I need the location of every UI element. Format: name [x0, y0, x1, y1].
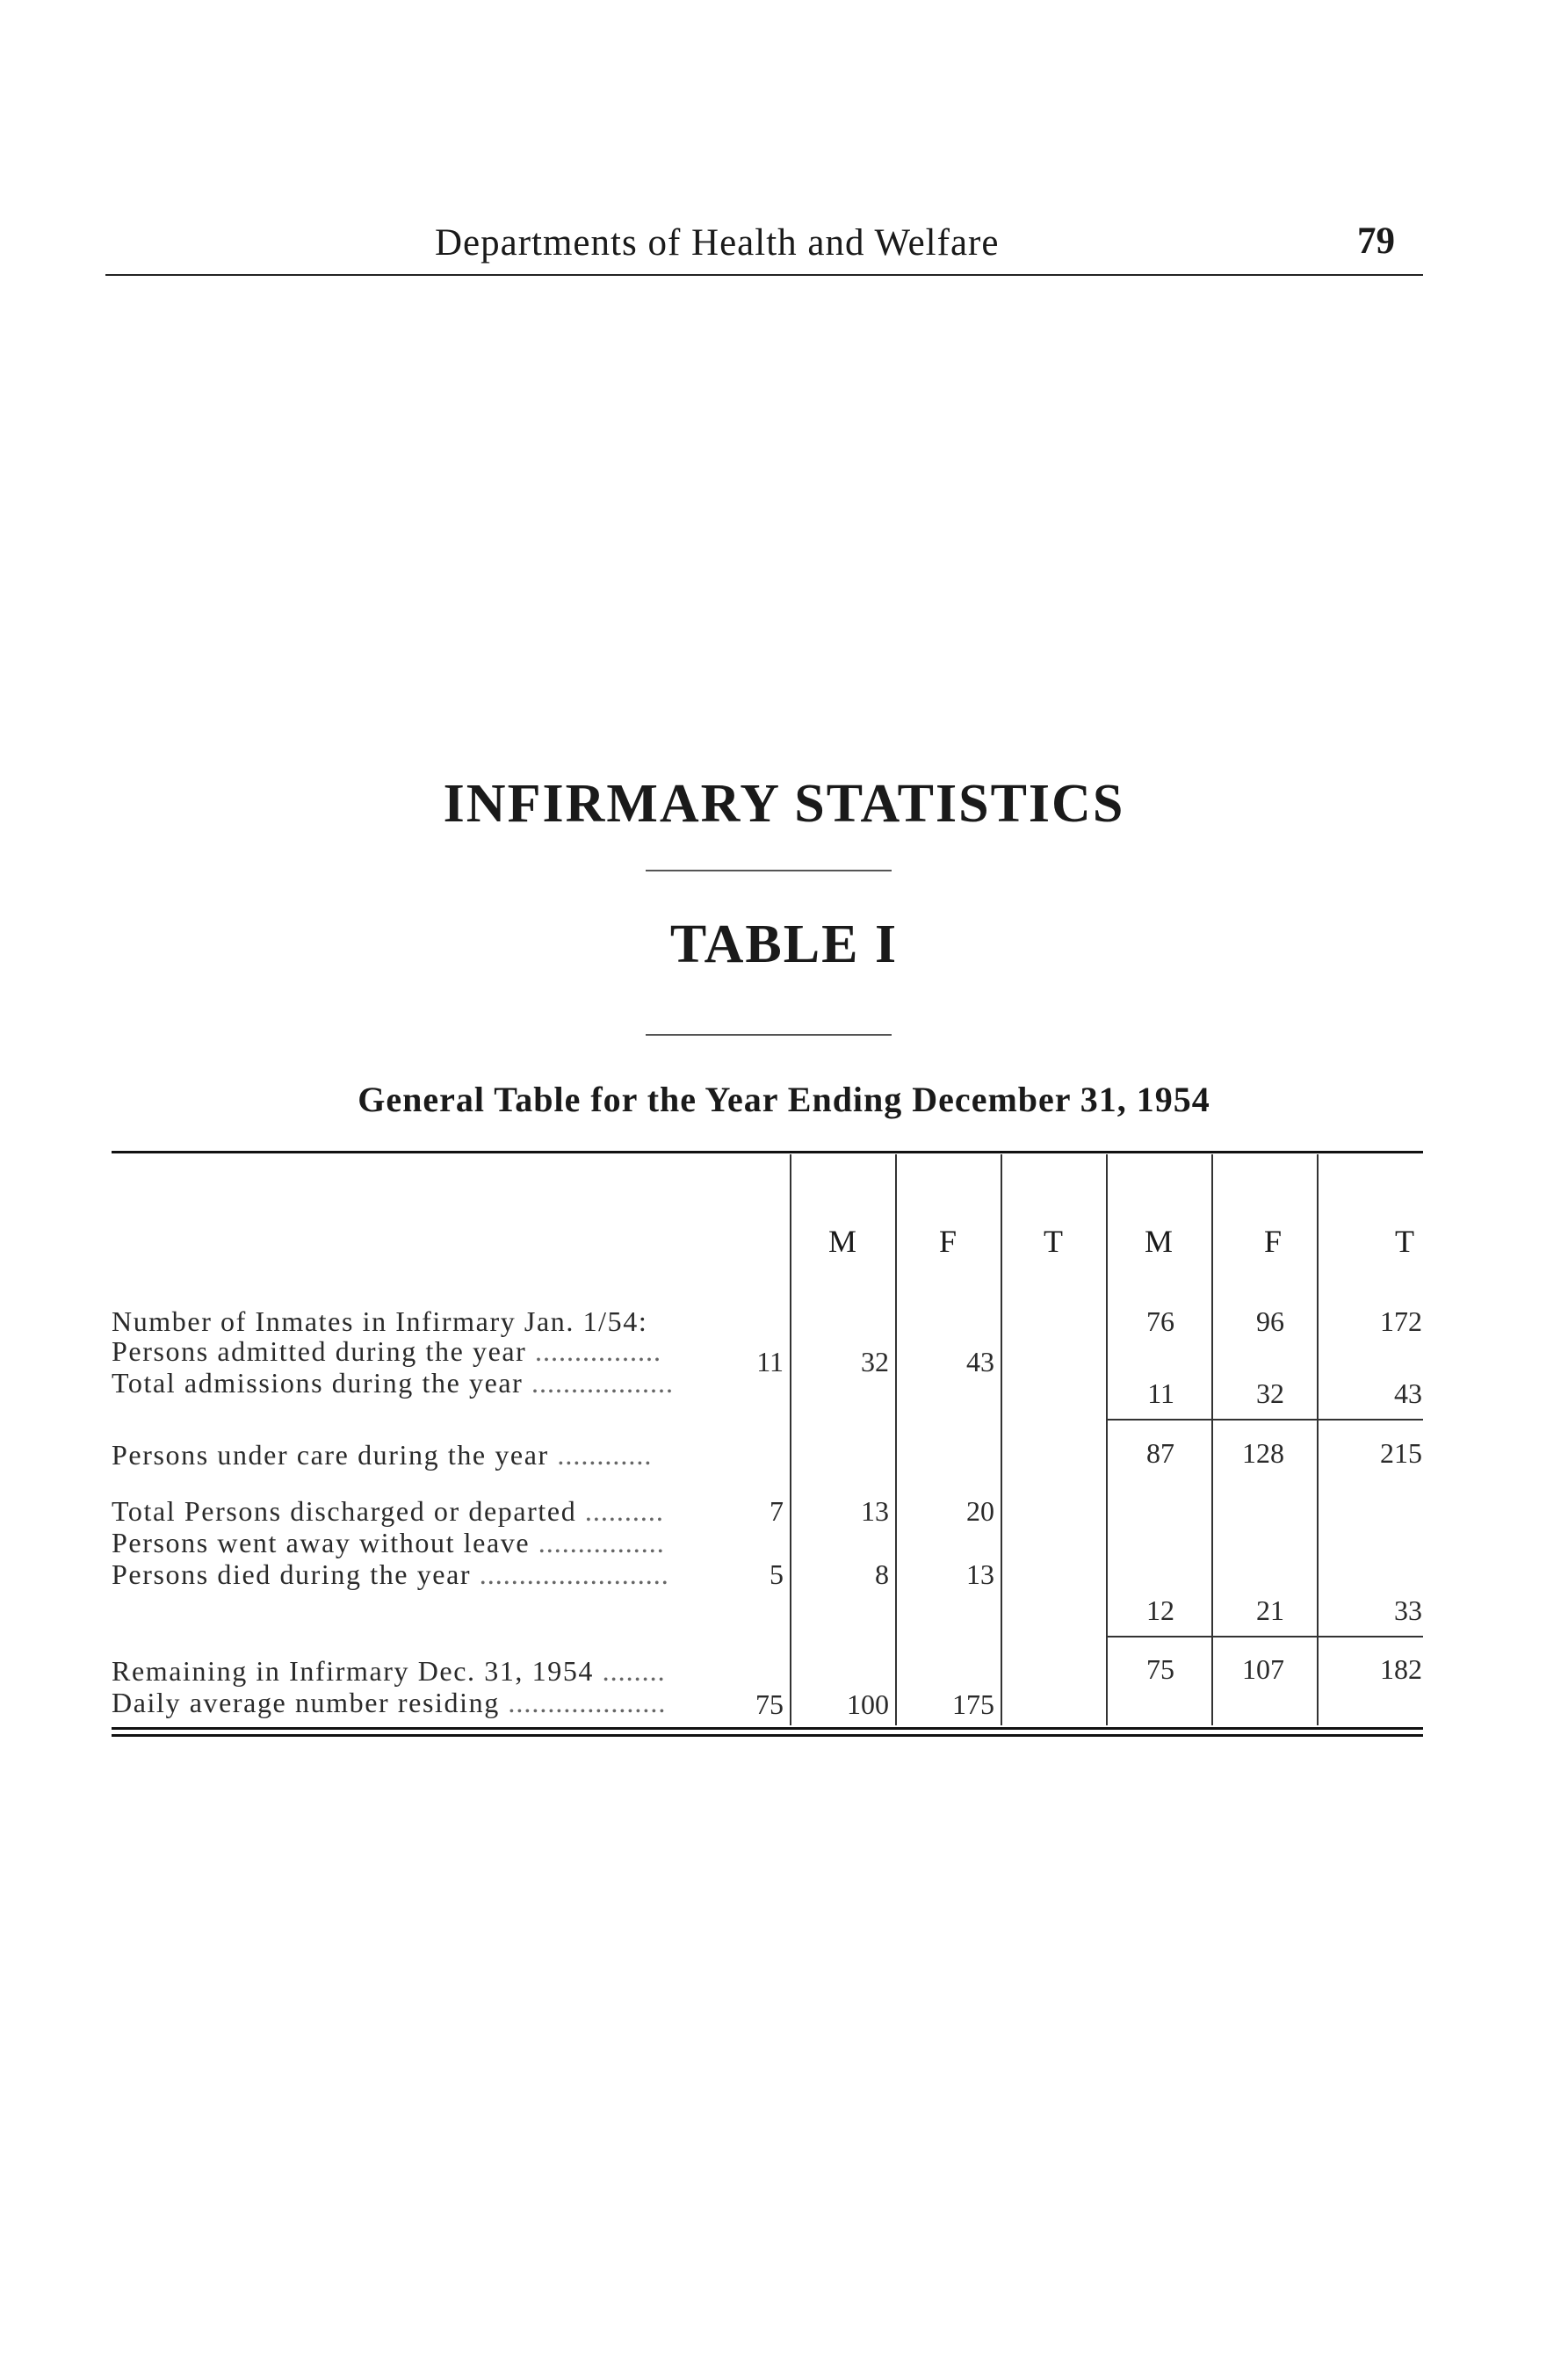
table-cell: 87 — [1146, 1437, 1174, 1469]
table-subtitle: General Table for the Year Ending December 31, 1954 — [358, 1080, 1210, 1119]
row-label: Daily average number residing .................... — [112, 1687, 667, 1718]
table-cell: 7 — [770, 1495, 784, 1527]
table-bottom-rule — [112, 1727, 1423, 1730]
table-bottom-rule — [112, 1734, 1423, 1737]
column-separator — [1317, 1154, 1319, 1725]
table-cell: 172 — [1380, 1305, 1422, 1337]
subtotal-rule — [1108, 1419, 1423, 1421]
table-cell: 13 — [861, 1495, 889, 1527]
table-cell: 32 — [861, 1346, 889, 1377]
table-cell: 182 — [1380, 1653, 1422, 1685]
row-label: Persons died during the year ........................ — [112, 1558, 669, 1590]
table-cell: 11 — [756, 1346, 784, 1377]
column-header-t: T — [1044, 1224, 1063, 1259]
header-rule — [105, 274, 1423, 276]
table-cell: 75 — [755, 1688, 784, 1720]
row-label: Remaining in Infirmary Dec. 31, 1954 ........ — [112, 1655, 666, 1687]
table-label: TABLE I — [669, 915, 899, 974]
main-title: INFIRMARY STATISTICS — [443, 774, 1125, 834]
table-cell: 100 — [847, 1688, 889, 1720]
column-separator — [1001, 1154, 1002, 1725]
column-header-f: F — [1263, 1224, 1283, 1259]
row-label: Number of Inmates in Infirmary Jan. 1/54: — [112, 1305, 648, 1337]
row-label: Persons under care during the year ............ — [112, 1439, 653, 1471]
statistics-table — [112, 1151, 1423, 1748]
table-cell: 13 — [966, 1558, 994, 1590]
table-cell: 12 — [1146, 1594, 1174, 1626]
column-header-m: M — [827, 1224, 856, 1259]
table-top-rule — [112, 1151, 1423, 1153]
table-cell: 76 — [1146, 1305, 1174, 1337]
table-cell: 96 — [1256, 1305, 1284, 1337]
table-cell: 215 — [1380, 1437, 1422, 1469]
table-cell: 8 — [875, 1558, 889, 1590]
table-cell: 43 — [966, 1346, 994, 1377]
running-header-title: Departments of Health and Welfare — [435, 222, 1000, 264]
column-header-f: F — [938, 1224, 957, 1259]
row-label: Persons went away without leave ................ — [112, 1527, 665, 1558]
column-separator — [895, 1154, 897, 1725]
column-header-m: M — [1144, 1224, 1173, 1259]
table-cell: 11 — [1147, 1377, 1174, 1409]
table-cell: 20 — [966, 1495, 994, 1527]
title-divider — [646, 870, 892, 871]
running-header — [105, 218, 1423, 279]
row-label: Persons admitted during the year ................ — [112, 1335, 662, 1367]
column-separator — [790, 1154, 791, 1725]
table-cell: 128 — [1242, 1437, 1284, 1469]
column-header-t: T — [1395, 1224, 1414, 1259]
table-cell: 33 — [1394, 1594, 1422, 1626]
table-cell: 32 — [1256, 1377, 1284, 1409]
row-label: Total admissions during the year .................. — [112, 1367, 675, 1399]
page-number: 79 — [1357, 220, 1395, 262]
table-cell: 21 — [1256, 1594, 1284, 1626]
subtotal-rule — [1108, 1636, 1423, 1637]
table-cell: 5 — [770, 1558, 784, 1590]
table-cell: 75 — [1146, 1653, 1174, 1685]
table-label-divider — [646, 1034, 892, 1036]
table-cell: 43 — [1394, 1377, 1422, 1409]
table-cell: 107 — [1242, 1653, 1284, 1685]
table-cell: 175 — [952, 1688, 994, 1720]
row-label: Total Persons discharged or departed .......... — [112, 1495, 664, 1527]
